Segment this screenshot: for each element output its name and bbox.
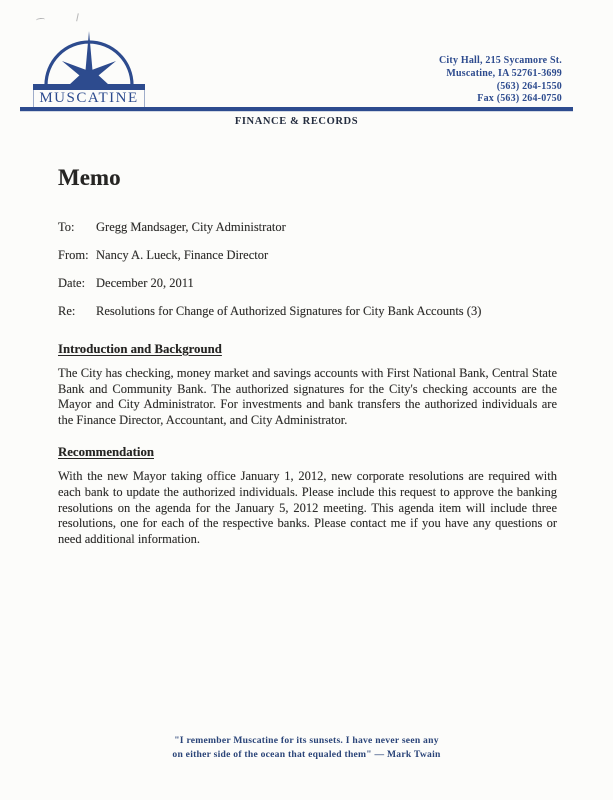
section-heading-introduction: Introduction and Background	[58, 342, 222, 356]
field-value-to: Gregg Mandsager, City Administrator	[96, 220, 286, 234]
section-body-introduction: The City has checking, money market and savings accounts with First National Bank, Central State Bank and Community Bank. The authorized signatures for the City's checking accounts are the Mayor and City Administrator. For investments and bank transfers the authorized individuals are the Finance Director, Accountant, and City Administrator.	[58, 366, 557, 427]
field-value-from: Nancy A. Lueck, Finance Director	[96, 248, 269, 262]
memo-title: Memo	[58, 165, 121, 190]
quote-line-1: "I remember Muscatine for its sunsets. I have never seen any	[174, 735, 439, 746]
field-label-date: Date:	[58, 276, 86, 290]
scan-artifact	[36, 18, 45, 23]
quote-line-2: on either side of the ocean that equaled them" — Mark Twain	[172, 748, 441, 760]
footer-quote	[0, 734, 613, 761]
letterhead-divider	[20, 107, 573, 111]
section-heading-recommendation: Recommendation	[58, 445, 154, 460]
address-line-street: City Hall, 215 Sycamore St.	[439, 55, 562, 66]
sunburst-arch-icon	[33, 28, 145, 91]
field-row-date	[58, 277, 557, 290]
field-row-re	[58, 305, 557, 318]
address-block	[439, 55, 562, 106]
field-value-date: December 20, 2011	[96, 276, 194, 290]
section-body-recommendation: With the new Mayor taking office January 1, 2012, new corporate resolutions are required with each bank to update the authorized individuals. Please include this request to approve the banking resolutions on the agenda for the January 5, 2012 meeting. This agenda item will include three resolutions, one for each of the respective banks. Please contact me if you have any questions or need additional information.	[58, 469, 557, 546]
memo-fields	[58, 221, 557, 318]
field-label-from: From:	[58, 248, 89, 262]
address-line-city: Muscatine, IA 52761-3699	[446, 67, 562, 79]
field-row-from	[58, 249, 557, 262]
memo-body	[58, 165, 557, 547]
muscatine-logo	[33, 28, 145, 110]
department-title: FINANCE & RECORDS	[234, 116, 359, 127]
field-row-to	[58, 221, 557, 234]
address-line-phone: (563) 264-1550	[496, 80, 562, 92]
field-label-re: Re:	[58, 304, 76, 318]
address-line-fax: Fax (563) 264-0750	[477, 93, 562, 105]
field-value-re: Resolutions for Change of Authorized Signatures for City Bank Accounts (3)	[96, 304, 482, 318]
logo-wordmark: MUSCATINE	[33, 90, 145, 110]
field-label-to: To:	[58, 220, 75, 234]
scan-artifact	[73, 13, 79, 22]
